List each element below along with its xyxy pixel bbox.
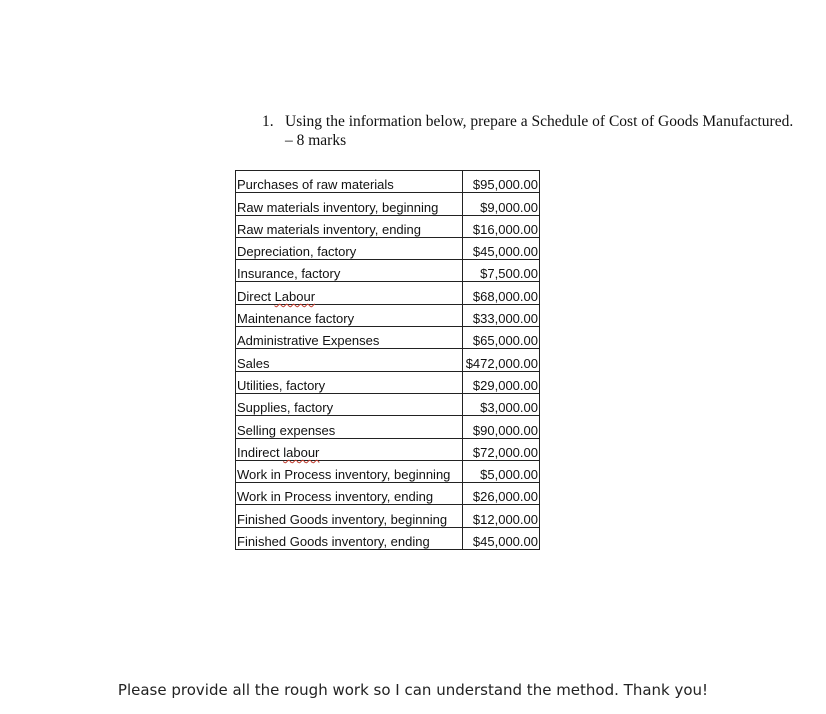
- row-value: $65,000.00: [463, 327, 540, 349]
- row-value: $7,500.00: [463, 260, 540, 282]
- row-label-prefix: Direct: [237, 288, 275, 304]
- table-row: [236, 460, 540, 482]
- cost-data-table: [235, 170, 540, 550]
- question-instruction: Using the information below, prepare a Schedule of Cost of Goods Manufactured.: [285, 113, 794, 130]
- row-label: Finished Goods inventory, ending: [236, 527, 463, 549]
- question-text: [262, 112, 793, 150]
- request-note: Please provide all the rough work so I can understand the method. Thank you!: [117, 681, 709, 699]
- row-label: Depreciation, factory: [236, 237, 463, 259]
- table-row: [236, 237, 540, 259]
- row-value: $45,000.00: [463, 237, 540, 259]
- table-row: [236, 483, 540, 505]
- row-label: [236, 282, 463, 304]
- table-row: [236, 393, 540, 415]
- row-label: Insurance, factory: [236, 260, 463, 282]
- row-value: $3,000.00: [463, 393, 540, 415]
- row-value: $5,000.00: [463, 460, 540, 482]
- row-label: Work in Process inventory, ending: [236, 483, 463, 505]
- row-value: $12,000.00: [463, 505, 540, 527]
- row-value: $72,000.00: [463, 438, 540, 460]
- row-value: $90,000.00: [463, 416, 540, 438]
- table-row: [236, 505, 540, 527]
- table-row: [236, 260, 540, 282]
- row-label: [236, 438, 463, 460]
- row-label: Supplies, factory: [236, 393, 463, 415]
- table-row: [236, 438, 540, 460]
- row-label: Raw materials inventory, ending: [236, 215, 463, 237]
- table-row: [236, 527, 540, 549]
- row-value: $68,000.00: [463, 282, 540, 304]
- row-value: $45,000.00: [463, 527, 540, 549]
- table-row: [236, 371, 540, 393]
- row-label: Sales: [236, 349, 463, 371]
- table-row: [236, 282, 540, 304]
- row-label: Administrative Expenses: [236, 327, 463, 349]
- table-row: [236, 304, 540, 326]
- table-row: [236, 215, 540, 237]
- row-value: $95,000.00: [463, 171, 540, 193]
- row-value: $16,000.00: [463, 215, 540, 237]
- row-value: $29,000.00: [463, 371, 540, 393]
- row-label: Selling expenses: [236, 416, 463, 438]
- row-value: $26,000.00: [463, 483, 540, 505]
- table-row: [236, 193, 540, 215]
- question-line-1: [262, 112, 793, 131]
- row-label: Purchases of raw materials: [236, 171, 463, 193]
- row-value: $9,000.00: [463, 193, 540, 215]
- table-row: [236, 327, 540, 349]
- spellcheck-flagged-word: Labour: [274, 288, 316, 304]
- question-number: 1.: [262, 113, 274, 130]
- row-value: $472,000.00: [463, 349, 540, 371]
- row-value: $33,000.00: [463, 304, 540, 326]
- row-label-prefix: Indirect: [237, 444, 284, 460]
- row-label: Finished Goods inventory, beginning: [236, 505, 463, 527]
- table-row: [236, 171, 540, 193]
- row-label: Raw materials inventory, beginning: [236, 193, 463, 215]
- row-label: Work in Process inventory, beginning: [236, 460, 463, 482]
- table-row: [236, 416, 540, 438]
- table-row: [236, 349, 540, 371]
- row-label: Utilities, factory: [236, 371, 463, 393]
- question-marks: – 8 marks: [285, 132, 347, 149]
- spellcheck-flagged-word: labour: [283, 444, 320, 460]
- row-label: Maintenance factory: [236, 304, 463, 326]
